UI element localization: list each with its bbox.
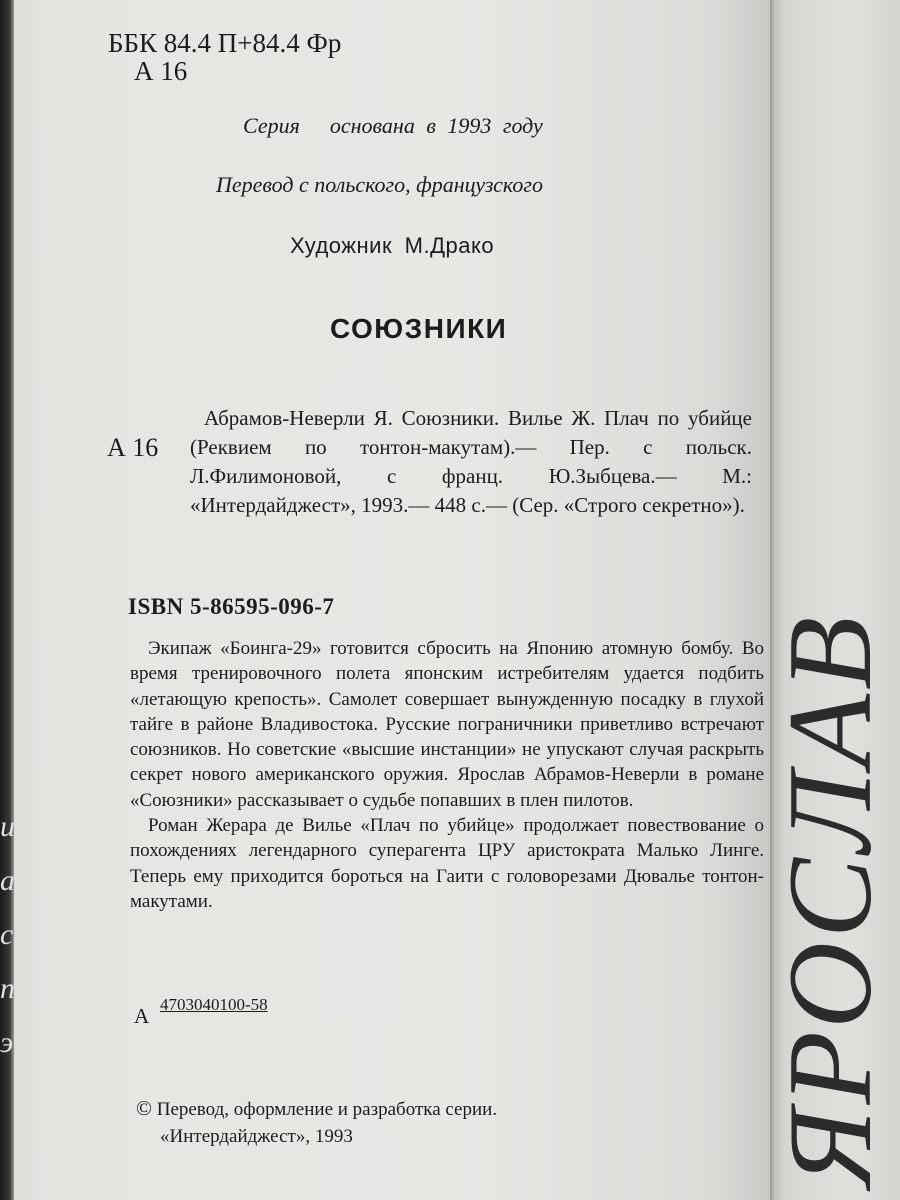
- translation-note: Перевод с польского, французского: [216, 172, 543, 197]
- isbn: ISBN 5-86595-096-7: [128, 594, 335, 619]
- bibliographic-record: [190, 404, 752, 520]
- bbk-classification: ББК 84.4 П+84.4 Фр: [108, 28, 342, 58]
- code-number: 4703040100-58: [160, 995, 268, 1014]
- annotation-paragraph-1: Экипаж «Боинга-29» готовится сбросить на Японию атомную бомбу. Во время тренировочного полета японским истребителям удается подбить «летающую крепость». Самолет совершает вынужденную посадку в глухой тайге в районе Владивостока. Русские пограничники приветливо встречают союзников. Но советские «высшие инстанции» не упускают случая раскрыть секрет нового американского оружия. Ярослав Абрамов-Неверли в романе «Союзники» рассказывает о судьбе попавших в плен пилотов.: [130, 638, 764, 811]
- annotation: [130, 636, 764, 914]
- bib-catalog-code: А 16: [107, 433, 159, 462]
- catalog-code: А 16: [134, 56, 188, 86]
- adjacent-page-glyphs: и а с п э: [0, 810, 15, 1059]
- cover-spine-text: ЯРОСЛАВ: [763, 612, 896, 1188]
- series-note-founded: основана в 1993 году: [329, 113, 543, 138]
- series-note-label: Серия: [243, 113, 300, 138]
- annotation-paragraph-2: Роман Жерара де Вилье «Плач по убийце» продолжает повествование о похождениях легендарного суперагента ЦРУ аристократа Малько Линге. Теперь ему приходится бороться на Гаити с головорезами Дювалье тонтон-макутами.: [130, 815, 764, 912]
- copyright-line-2: «Интердайджест», 1993: [160, 1126, 353, 1147]
- code-letter: А: [134, 1004, 150, 1028]
- bibliographic-record-text: Абрамов-Неверли Я. Союзники. Вилье Ж. Плач по убийце (Реквием по тонтон-макутам).— Пер. с польск. Л.Филимоновой, с франц. Ю.Зыбцева.— М.: «Интердайджест», 1993.— 448 с.— (Сер. «Строго секретно»).: [190, 406, 752, 517]
- copyright-icon: ©: [136, 1096, 152, 1120]
- artist-credit: Художник М.Драко: [290, 233, 495, 258]
- series-note: [243, 113, 543, 139]
- copyright-block: [136, 1095, 497, 1150]
- book-title: СОЮЗНИКИ: [330, 313, 508, 344]
- copyright-line-1: Перевод, оформление и разработка серии.: [156, 1099, 498, 1120]
